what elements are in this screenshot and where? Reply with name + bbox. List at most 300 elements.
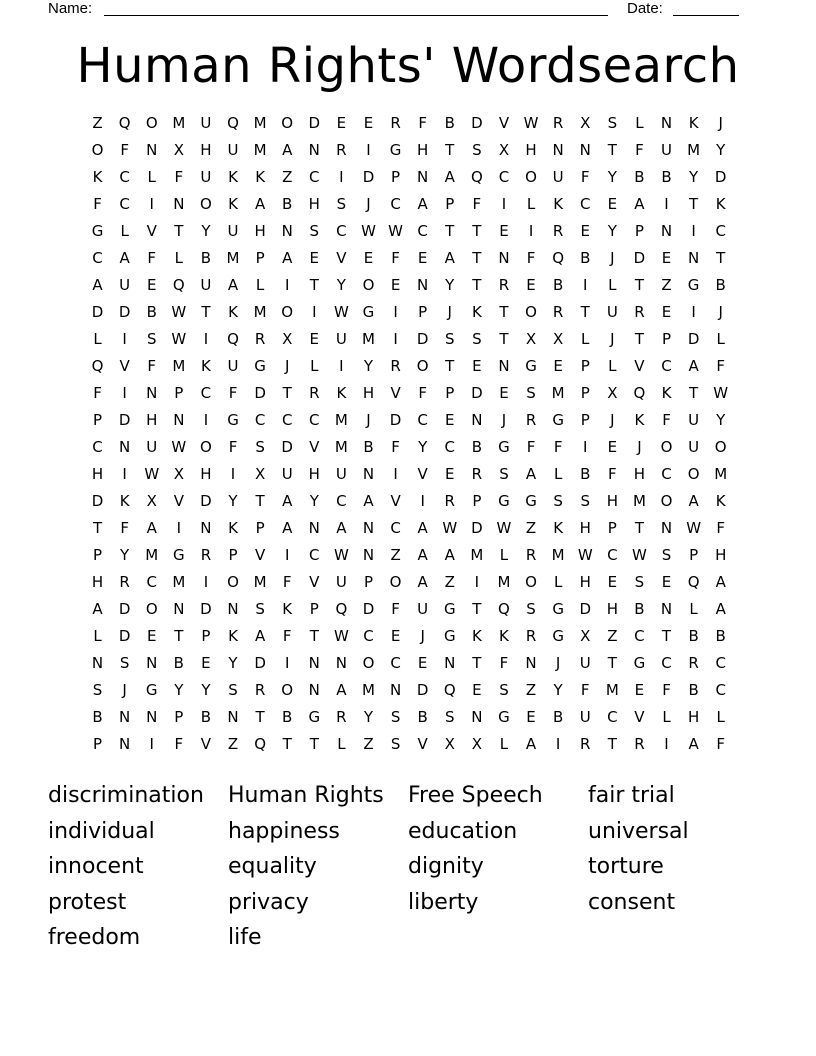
grid-letter: M <box>253 303 267 321</box>
grid-letter: I <box>284 654 290 672</box>
grid-letter: S <box>336 195 347 213</box>
grid-letter: U <box>119 276 131 294</box>
grid-letter: W <box>171 330 187 348</box>
grid-letter: F <box>120 141 129 159</box>
grid-letter: F <box>580 681 590 699</box>
grid-letter: N <box>146 654 158 672</box>
grid-letter: F <box>472 195 482 213</box>
grid-row <box>84 137 734 164</box>
grid-letter: O <box>281 303 294 321</box>
grid-letter: I <box>122 384 127 402</box>
grid-letter: D <box>118 303 131 321</box>
grid-letter: J <box>420 627 425 645</box>
grid-letter: M <box>253 114 267 132</box>
grid-letter: A <box>282 492 293 510</box>
grid-letter: E <box>309 330 320 348</box>
grid-letter: S <box>634 573 645 591</box>
grid-letter: K <box>336 384 347 402</box>
grid-letter: J <box>501 411 507 429</box>
grid-letter: X <box>173 465 184 483</box>
grid-letter: Y <box>120 546 130 564</box>
grid-letter: O <box>525 573 537 591</box>
grid-letter: P <box>93 546 103 564</box>
grid-letter: D <box>281 438 293 456</box>
grid-letter: R <box>390 357 401 375</box>
grid-letter: F <box>391 438 400 456</box>
word-list-item: torture <box>588 854 664 879</box>
grid-row <box>84 272 734 299</box>
grid-letter: N <box>173 195 185 213</box>
grid-letter: A <box>525 465 537 483</box>
grid-letter: K <box>553 195 564 213</box>
grid-letter: F <box>608 465 617 483</box>
word-list-item: protest <box>48 889 127 915</box>
grid-letter: N <box>687 249 700 267</box>
grid-letter: I <box>339 168 344 186</box>
grid-letter: N <box>660 114 673 132</box>
grid-letter: B <box>92 708 103 726</box>
grid-letter: C <box>390 654 401 672</box>
grid-letter: H <box>633 465 646 483</box>
grid-letter: N <box>579 141 591 159</box>
word-list-item: freedom <box>48 925 141 950</box>
grid-letter: G <box>498 492 510 510</box>
grid-letter: F <box>553 438 563 456</box>
grid-letter: Y <box>607 168 617 186</box>
grid-letter: E <box>499 384 509 402</box>
grid-letter: V <box>119 357 130 375</box>
grid-letter: V <box>309 573 320 591</box>
grid-letter: A <box>688 492 699 510</box>
grid-letter: K <box>471 303 482 321</box>
grid-letter: J <box>284 357 290 375</box>
grid-row <box>84 731 734 758</box>
grid-letter: W <box>577 546 593 564</box>
grid-row <box>84 218 734 245</box>
grid-letter: J <box>718 114 723 132</box>
grid-letter: N <box>444 654 456 672</box>
grid-letter: D <box>416 681 429 699</box>
grid-letter: F <box>174 168 184 186</box>
grid-letter: W <box>496 519 512 537</box>
grid-letter: N <box>119 438 131 456</box>
grid-letter: C <box>309 411 320 429</box>
grid-letter: M <box>470 546 484 564</box>
grid-letter: X <box>580 627 591 645</box>
grid-letter: Q <box>443 681 456 699</box>
grid-letter: D <box>118 411 131 429</box>
grid-letter: U <box>227 222 239 240</box>
grid-row <box>84 515 734 542</box>
grid-letter: A <box>688 735 699 753</box>
grid-letter: N <box>660 600 673 618</box>
grid-letter: G <box>498 438 510 456</box>
grid-letter: H <box>579 573 591 591</box>
grid-letter: G <box>254 357 266 375</box>
grid-letter: N <box>417 168 429 186</box>
grid-letter: M <box>172 114 186 132</box>
grid-letter: T <box>580 303 590 321</box>
grid-letter: A <box>715 600 726 618</box>
grid-letter: N <box>525 654 537 672</box>
grid-letter: N <box>389 681 402 699</box>
grid-letter: R <box>254 330 266 348</box>
grid-letter: H <box>362 384 375 402</box>
grid-letter: Z <box>282 168 293 186</box>
grid-letter: B <box>552 708 564 726</box>
grid-letter: S <box>553 492 563 510</box>
grid-letter: O <box>145 600 158 618</box>
grid-letter: X <box>471 735 482 753</box>
grid-letter: Z <box>363 735 374 753</box>
date-label: Date: <box>627 0 663 17</box>
grid-letter: N <box>308 654 320 672</box>
grid-letter: W <box>523 114 539 132</box>
grid-letter: F <box>228 384 238 402</box>
grid-letter: R <box>471 465 483 483</box>
grid-letter: U <box>335 573 347 591</box>
grid-letter: B <box>200 249 212 267</box>
grid-letter: M <box>226 249 240 267</box>
grid-letter: C <box>661 654 672 672</box>
grid-letter: F <box>716 735 726 753</box>
grid-letter: R <box>552 114 564 132</box>
grid-letter: M <box>497 573 511 591</box>
grid-letter: N <box>227 708 239 726</box>
word-list-item: Human Rights <box>228 783 384 808</box>
grid-letter: G <box>227 411 239 429</box>
grid-letter: Q <box>633 384 646 402</box>
grid-row <box>84 704 734 731</box>
grid-letter: T <box>201 303 211 321</box>
grid-letter: F <box>282 573 292 591</box>
grid-letter: C <box>715 222 726 240</box>
grid-letter: B <box>688 627 699 645</box>
grid-letter: R <box>309 384 320 402</box>
grid-letter: N <box>498 249 510 267</box>
grid-letter: O <box>687 465 700 483</box>
grid-letter: X <box>282 330 293 348</box>
grid-letter: A <box>688 357 699 375</box>
grid-letter: B <box>715 276 726 294</box>
grid-letter: X <box>146 492 157 510</box>
grid-letter: E <box>445 465 455 483</box>
grid-letter: P <box>255 249 265 267</box>
grid-letter: H <box>91 573 104 591</box>
grid-letter: B <box>146 303 157 321</box>
grid-letter: N <box>308 141 320 159</box>
grid-letter: S <box>390 708 401 726</box>
grid-letter: M <box>551 384 565 402</box>
grid-letter: S <box>472 330 482 348</box>
grid-letter: P <box>472 492 482 510</box>
grid-letter: S <box>228 681 238 699</box>
grid-letter: T <box>716 249 726 267</box>
grid-letter: L <box>716 708 725 726</box>
grid-letter: A <box>336 681 347 699</box>
grid-row <box>84 434 734 461</box>
grid-letter: C <box>119 168 130 186</box>
grid-letter: T <box>445 141 455 159</box>
grid-letter: L <box>93 627 102 645</box>
grid-letter: W <box>388 222 403 240</box>
grid-letter: Q <box>335 600 348 618</box>
grid-letter: O <box>227 573 239 591</box>
header <box>48 0 748 22</box>
grid-letter: Q <box>227 114 239 132</box>
grid-letter: A <box>92 276 103 294</box>
grid-letter: G <box>552 627 564 645</box>
grid-letter: L <box>662 708 671 726</box>
grid-letter: T <box>472 222 482 240</box>
grid-letter: O <box>660 492 673 510</box>
grid-letter: F <box>580 168 590 186</box>
grid-letter: P <box>607 519 617 537</box>
grid-row <box>84 596 734 623</box>
grid-letter: P <box>255 519 265 537</box>
grid-letter: R <box>498 276 510 294</box>
grid-letter: O <box>281 681 294 699</box>
grid-letter: E <box>661 249 672 267</box>
grid-letter: D <box>362 168 375 186</box>
grid-letter: T <box>472 600 482 618</box>
grid-letter: Y <box>309 492 319 510</box>
grid-letter: X <box>607 384 618 402</box>
grid-letter: I <box>149 195 154 213</box>
grid-letter: T <box>174 627 184 645</box>
grid-letter: N <box>471 411 483 429</box>
grid-letter: I <box>393 465 398 483</box>
grid-letter: Q <box>172 276 185 294</box>
grid-letter: B <box>580 249 591 267</box>
grid-letter: S <box>119 654 130 672</box>
grid-letter: I <box>339 357 344 375</box>
grid-letter: R <box>200 546 212 564</box>
grid-letter: K <box>661 384 672 402</box>
date-blank-line <box>673 15 739 16</box>
grid-letter: C <box>363 627 374 645</box>
grid-letter: K <box>119 492 130 510</box>
grid-letter: E <box>526 708 536 726</box>
grid-letter: Z <box>607 627 618 645</box>
grid-letter: F <box>120 519 129 537</box>
grid-letter: G <box>173 546 185 564</box>
grid-letter: S <box>661 546 672 564</box>
grid-letter: A <box>119 249 130 267</box>
grid-letter: F <box>282 627 292 645</box>
grid-letter: G <box>687 276 700 294</box>
grid-letter: P <box>309 600 319 618</box>
grid-letter: P <box>580 411 590 429</box>
grid-letter: K <box>715 195 726 213</box>
grid-letter: A <box>525 735 537 753</box>
grid-letter: C <box>281 411 293 429</box>
grid-letter: K <box>634 411 645 429</box>
grid-letter: N <box>335 654 347 672</box>
grid-letter: P <box>228 546 238 564</box>
grid-letter: V <box>254 546 266 564</box>
grid-letter: K <box>228 519 238 537</box>
grid-letter: U <box>579 654 591 672</box>
grid-letter: G <box>389 141 402 159</box>
grid-letter: E <box>390 627 401 645</box>
grid-letter: T <box>607 735 617 753</box>
grid-letter: S <box>255 438 265 456</box>
grid-letter: H <box>687 708 700 726</box>
grid-letter: B <box>444 114 455 132</box>
grid-letter: H <box>91 465 104 483</box>
grid-letter: J <box>610 249 615 267</box>
grid-letter: R <box>552 222 564 240</box>
grid-letter: T <box>499 303 509 321</box>
grid-letter: K <box>715 492 726 510</box>
grid-letter: Y <box>201 681 211 699</box>
grid-letter: E <box>661 303 672 321</box>
word-list <box>48 778 768 956</box>
grid-letter: C <box>634 627 645 645</box>
grid-letter: W <box>171 303 187 321</box>
grid-letter: D <box>91 303 104 321</box>
grid-letter: J <box>447 303 452 321</box>
grid-letter: S <box>499 681 509 699</box>
grid-letter: Z <box>227 735 239 753</box>
grid-letter: E <box>580 222 590 240</box>
grid-letter: U <box>688 411 700 429</box>
grid-letter: N <box>308 519 320 537</box>
word-list-item: liberty <box>408 889 479 915</box>
grid-letter: F <box>391 249 400 267</box>
grid-letter: Z <box>390 546 401 564</box>
grid-letter: D <box>471 114 483 132</box>
grid-letter: V <box>336 249 347 267</box>
grid-row <box>84 650 734 677</box>
grid-letter: B <box>471 438 482 456</box>
grid-letter: L <box>310 357 319 375</box>
grid-letter: O <box>525 168 537 186</box>
grid-letter: D <box>471 384 483 402</box>
grid-letter: O <box>660 438 673 456</box>
grid-letter: K <box>228 195 238 213</box>
grid-letter: J <box>555 654 561 672</box>
grid-letter: G <box>443 600 456 618</box>
grid-row <box>84 569 734 596</box>
grid-letter: B <box>580 465 591 483</box>
grid-letter: W <box>361 222 376 240</box>
word-list-item: innocent <box>48 854 144 879</box>
grid-letter: M <box>632 492 646 510</box>
grid-letter: E <box>634 681 645 699</box>
grid-letter: C <box>119 195 130 213</box>
grid-letter: S <box>499 465 509 483</box>
grid-row <box>84 623 734 650</box>
grid-letter: V <box>634 708 645 726</box>
grid-letter: Q <box>552 249 565 267</box>
grid-letter: T <box>282 384 292 402</box>
grid-letter: M <box>605 681 619 699</box>
grid-letter: Z <box>661 276 672 294</box>
grid-letter: M <box>334 438 348 456</box>
grid-letter: L <box>255 276 265 294</box>
grid-letter: V <box>390 384 401 402</box>
grid-letter: W <box>144 465 160 483</box>
grid-letter: L <box>716 330 725 348</box>
grid-letter: F <box>662 681 671 699</box>
grid-letter: I <box>230 465 236 483</box>
grid-letter: Y <box>716 141 726 159</box>
grid-letter: S <box>526 384 536 402</box>
grid-letter: I <box>203 330 209 348</box>
grid-letter: G <box>145 681 158 699</box>
grid-letter: F <box>391 600 400 618</box>
grid-letter: N <box>91 654 104 672</box>
grid-letter: C <box>390 195 401 213</box>
grid-letter: C <box>661 465 672 483</box>
grid-letter: J <box>610 330 615 348</box>
grid-letter: D <box>416 330 429 348</box>
grid-row <box>84 110 734 137</box>
grid-row <box>84 488 734 515</box>
grid-letter: X <box>498 141 510 159</box>
grid-letter: S <box>390 735 401 753</box>
word-list-item: universal <box>588 818 689 844</box>
grid-letter: Y <box>716 411 726 429</box>
grid-letter: U <box>661 141 672 159</box>
grid-letter: R <box>390 114 401 132</box>
grid-letter: P <box>391 168 401 186</box>
word-list-item: individual <box>48 818 155 844</box>
grid-letter: L <box>337 735 346 753</box>
grid-letter: A <box>444 168 455 186</box>
grid-letter: N <box>308 681 320 699</box>
grid-letter: T <box>309 735 319 753</box>
grid-row <box>84 164 734 191</box>
grid-letter: P <box>580 357 590 375</box>
grid-letter: U <box>200 276 212 294</box>
grid-letter: O <box>416 357 429 375</box>
grid-letter: N <box>146 384 158 402</box>
grid-letter: I <box>583 276 588 294</box>
grid-letter: Y <box>445 276 455 294</box>
grid-letter: U <box>281 465 293 483</box>
grid-letter: P <box>445 195 455 213</box>
grid-letter: F <box>147 357 157 375</box>
grid-letter: F <box>228 438 238 456</box>
grid-letter: B <box>634 168 645 186</box>
grid-row <box>84 353 734 380</box>
grid-letter: D <box>687 330 700 348</box>
grid-letter: N <box>417 276 429 294</box>
grid-row <box>84 326 734 353</box>
grid-letter: I <box>474 573 480 591</box>
grid-letter: T <box>255 708 265 726</box>
grid-letter: N <box>119 708 131 726</box>
word-list-item: consent <box>588 889 676 915</box>
grid-letter: J <box>610 411 615 429</box>
grid-letter: I <box>555 735 561 753</box>
grid-letter: X <box>525 330 537 348</box>
grid-letter: D <box>362 600 375 618</box>
grid-row <box>84 461 734 488</box>
grid-letter: E <box>445 411 455 429</box>
grid-letter: T <box>607 141 617 159</box>
grid-letter: E <box>661 573 672 591</box>
grid-letter: P <box>363 573 373 591</box>
grid-row <box>84 245 734 272</box>
grid-letter: C <box>92 438 103 456</box>
grid-letter: C <box>417 411 428 429</box>
grid-letter: R <box>634 735 645 753</box>
grid-letter: B <box>661 168 672 186</box>
